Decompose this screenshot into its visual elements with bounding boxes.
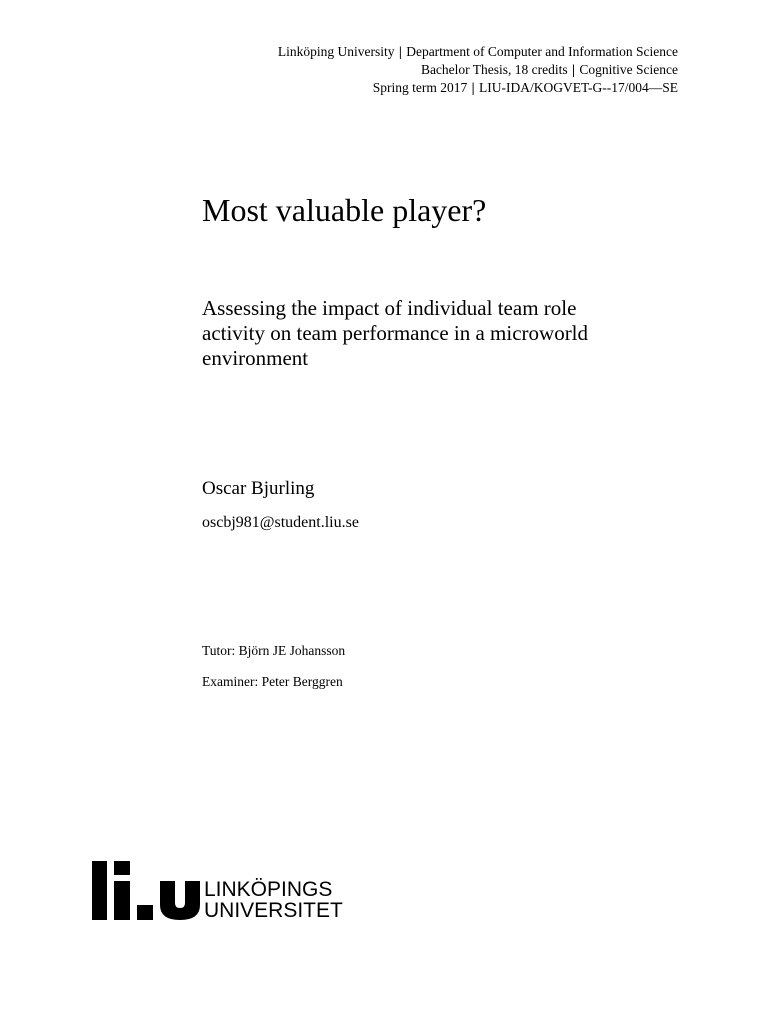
subtitle-line-1: Assessing the impact of individual team role bbox=[202, 296, 577, 320]
header-row-1 bbox=[278, 43, 678, 61]
logo-line-2: UNIVERSITET bbox=[204, 899, 343, 922]
term: Spring term 2017 bbox=[372, 80, 468, 95]
liu-logo-icon bbox=[92, 861, 202, 921]
separator: | bbox=[398, 44, 402, 59]
page-subtitle bbox=[202, 296, 672, 371]
report-code: LIU-IDA/KOGVET-G--17/004—SE bbox=[479, 80, 678, 95]
logo-wordmark bbox=[204, 879, 343, 921]
separator: | bbox=[471, 80, 475, 95]
page-title: Most valuable player? bbox=[202, 192, 487, 228]
tutor-line: Tutor: Björn JE Johansson bbox=[202, 643, 346, 658]
examiner-line: Examiner: Peter Berggren bbox=[202, 674, 343, 689]
university-logo bbox=[92, 861, 352, 921]
logo-line-1: LINKÖPINGS bbox=[204, 878, 333, 901]
department-name: Department of Computer and Information Science bbox=[406, 44, 678, 59]
thesis-type: Bachelor Thesis, 18 credits bbox=[420, 62, 568, 77]
subtitle-line-3: environment bbox=[202, 346, 309, 370]
author-name: Oscar Bjurling bbox=[202, 478, 315, 499]
author-email: oscbj981@student.liu.se bbox=[202, 514, 359, 531]
separator: | bbox=[572, 62, 576, 77]
header-row-3 bbox=[278, 79, 678, 97]
header-block bbox=[278, 43, 678, 97]
subtitle-line-2: activity on team performance in a microworld bbox=[202, 321, 589, 345]
university-name: Linköping University bbox=[277, 44, 395, 59]
header-row-2 bbox=[278, 61, 678, 79]
subject-name: Cognitive Science bbox=[579, 62, 678, 77]
